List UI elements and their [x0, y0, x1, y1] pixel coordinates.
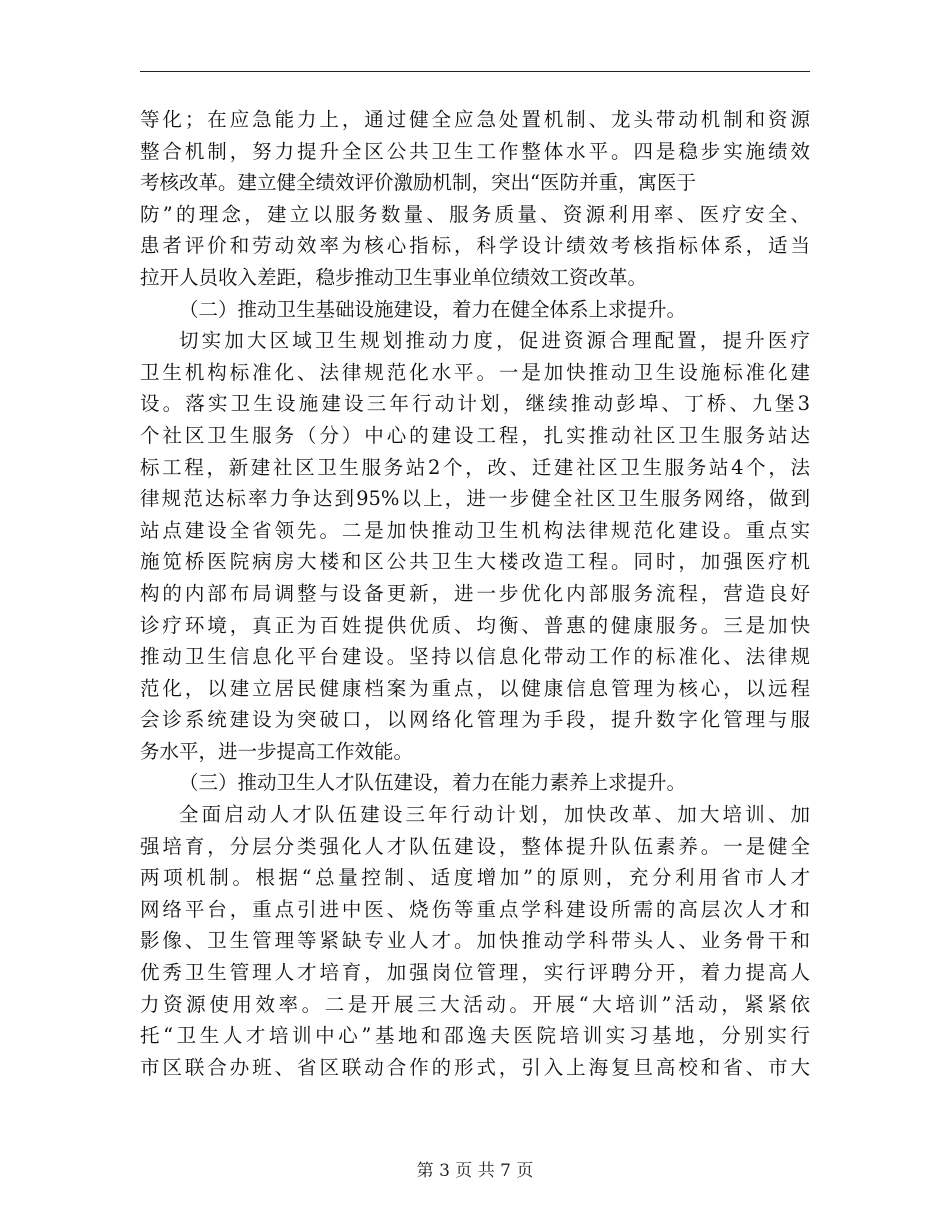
- text-line: 推动卫生信息化平台建设。坚持以信息化带动工作的标准化、法律规: [140, 645, 810, 669]
- text-line: 站点建设全省领先。二是加快推动卫生机构法律规范化建设。重点实: [140, 518, 810, 542]
- text-line: 考核改革。建立健全绩效评价激励机制，突出“医防并重，寓医于: [140, 171, 696, 195]
- text-line: 强培育，分层分类强化人才队伍建设，整体提升队伍素养。一是健全: [140, 834, 810, 858]
- text-line: 范化，以建立居民健康档案为重点，以健康信息管理为核心，以远程: [140, 676, 810, 700]
- text-line: 切实加大区域卫生规划推动力度，促进资源合理配置，提升医疗: [179, 329, 810, 353]
- text-line: 两项机制。根据“总量控制、适度增加”的原则，充分利用省市人才: [140, 866, 810, 890]
- text-line: 等化；在应急能力上，通过健全应急处置机制、龙头带动机制和资源: [140, 108, 810, 131]
- text-line: 拉开人员收入差距，稳步推动卫生事业单位绩效工资改革。: [140, 265, 648, 289]
- text-line: 网络平台，重点引进中医、烧伤等重点学科建设所需的高层次人才和: [140, 897, 810, 921]
- text-line: 设。落实卫生设施建设三年行动计划，继续推动彭埠、丁桥、九堡3: [140, 392, 810, 416]
- text-line: 优秀卫生管理人才培育，加强岗位管理，实行评聘分开，着力提高人: [140, 961, 810, 985]
- text-line: 力资源使用效率。二是开展三大活动。开展“大培训”活动，紧紧依: [140, 992, 810, 1016]
- text-line: 托“卫生人才培训中心”基地和邵逸夫医院培训实习基地，分别实行: [140, 1024, 810, 1048]
- text-line: 整合机制，努力提升全区公共卫生工作整体水平。四是稳步实施绩效: [140, 139, 810, 163]
- text-line: 标工程，新建社区卫生服务站2个，改、迁建社区卫生服务站4个，法: [140, 455, 810, 479]
- text-line: 诊疗环境，真正为百姓提供优质、均衡、普惠的健康服务。三是加快: [140, 613, 810, 637]
- text-line: 构的内部布局调整与设备更新，进一步优化内部服务流程，营造良好: [140, 581, 810, 605]
- text-line: 务水平，进一步提高工作效能。: [140, 739, 414, 763]
- text-line: 律规范达标率力争达到95%以上，进一步健全社区卫生服务网络，做到: [140, 487, 810, 511]
- text-line: （二）推动卫生基础设施建设，着力在健全体系上求提升。: [179, 297, 687, 321]
- header-rule: [140, 71, 810, 72]
- text-line: 会诊系统建设为突破口，以网络化管理为手段，提升数字化管理与服: [140, 708, 810, 732]
- text-line: （三）推动卫生人才队伍建设，着力在能力素养上求提升。: [179, 771, 687, 795]
- text-line: 影像、卫生管理等紧缺专业人才。加快推动学科带头人、业务骨干和: [140, 929, 810, 953]
- text-line: 全面启动人才队伍建设三年行动计划，加快改革、加大培训、加: [179, 803, 810, 827]
- document-body: [140, 104, 810, 1083]
- text-line: 施笕桥医院病房大楼和区公共卫生大楼改造工程。同时，加强医疗机: [140, 550, 810, 574]
- text-line: 市区联合办班、省区联动合作的形式，引入上海复旦高校和省、市大: [140, 1055, 810, 1079]
- page-number-footer: 第 3 页 共 7 页: [416, 1161, 534, 1181]
- text-line: 患者评价和劳动效率为核心指标，科学设计绩效考核指标体系，适当: [140, 234, 810, 258]
- text-line: 个社区卫生服务（分）中心的建设工程，扎实推动社区卫生服务站达: [140, 423, 810, 447]
- text-line: 卫生机构标准化、法律规范化水平。一是加快推动卫生设施标准化建: [140, 360, 810, 384]
- text-line: 防”的理念，建立以服务数量、服务质量、资源利用率、医疗安全、: [140, 202, 810, 226]
